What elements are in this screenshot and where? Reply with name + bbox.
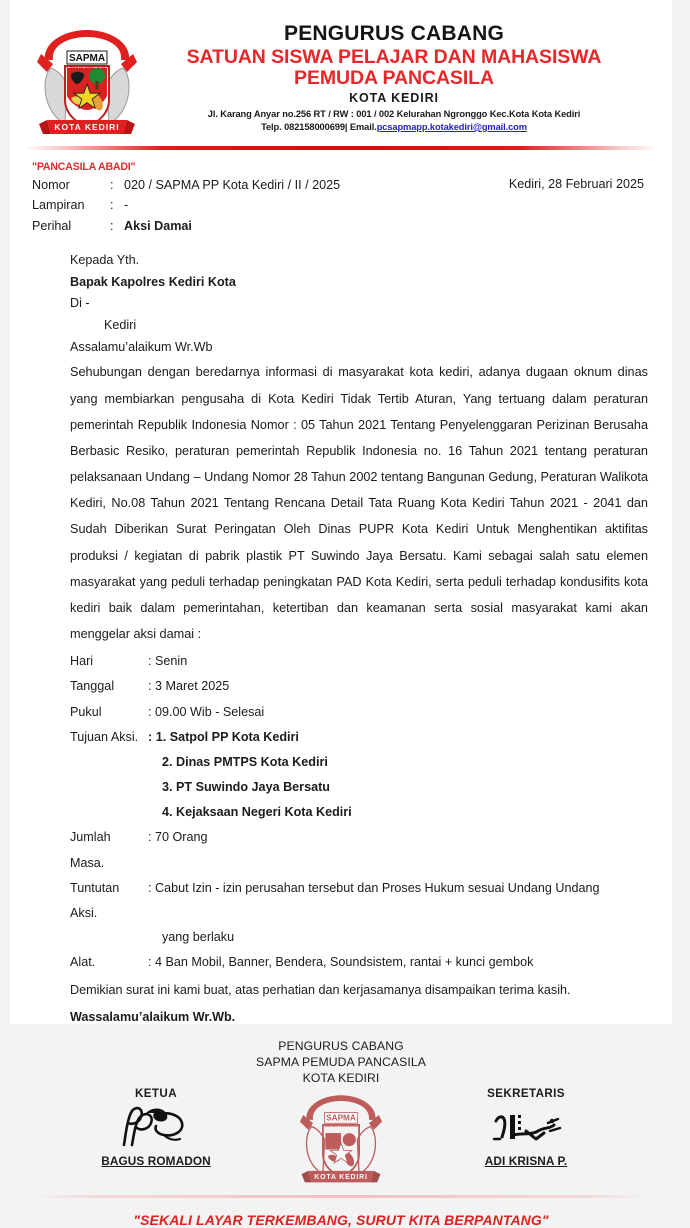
meta-row-perihal [32,216,650,236]
signature-ketua [66,1087,246,1170]
pukul-label: Pukul [70,704,102,719]
place-and-date: Kediri, 28 Februari 2025 [508,177,644,191]
addressee-recipient: Bapak Kapolres Kediri Kota [70,274,236,289]
perihal-colon: : [110,218,114,233]
meta-row-lampiran [32,195,650,215]
detail-row-tuntutan [70,876,650,926]
signature-stamp-column [246,1087,436,1187]
closing-line-1: Demikian surat ini kami buat, atas perhatian dan kerjasamanya disampaikan terima kasih. [70,983,571,998]
handwritten-signature-icon [110,1101,202,1151]
lampiran-label: Lampiran [32,198,85,213]
tujuan-item-1: : 1. Satpol PP Kota Kediri [148,729,299,744]
perihal-label: Perihal [32,218,72,233]
sapma-stamp-icon [295,1089,387,1187]
salutation: Assalamu’alaikum Wr.Wb [70,339,213,354]
pukul-value: : 09.00 Wib - Selesai [148,704,265,719]
nomor-colon: : [110,178,114,192]
letter-body [10,161,672,1187]
signature-columns [32,1087,650,1187]
detail-row-jumlah-masa [70,825,650,875]
perihal-value: Aksi Damai [124,218,192,233]
tujuan-item-4: 4. Kejaksaan Negeri Kota Kediri [162,805,352,820]
tuntutan-continuation: yang berlaku [162,930,235,945]
hari-label: Hari [70,654,94,669]
org-title-line2: SATUAN SISWA PELAJAR DAN MAHASISWA [186,45,602,68]
letter-meta [32,175,650,236]
svg-text:KOTA KEDIRI: KOTA KEDIRI [54,122,120,132]
tuntutan-value: : Cabut Izin - izin perusahan tersebut dan Proses Hukum sesuai Undang Undang [148,880,600,895]
alat-label: Alat. [70,955,96,970]
tanggal-value: : 3 Maret 2025 [148,679,230,694]
lampiran-colon: : [110,198,114,213]
alat-value: : 4 Ban Mobil, Banner, Bendera, Soundsistem, rantai + kunci gembok [148,955,534,970]
svg-text:SAPMA: SAPMA [326,1114,356,1124]
jumlah-masa-label: Jumlah Masa. [70,830,111,870]
sekretaris-role-label: SEKRETARIS [487,1087,565,1101]
org-email-link[interactable]: pcsapmapp.kotakediri@gmail.com [376,121,527,132]
addressee-line-3: Di - [70,296,90,311]
svg-text:KOTA KEDIRI: KOTA KEDIRI [314,1174,368,1182]
document-page [10,0,672,1228]
sekretaris-name: ADI KRISNA P. [484,1154,568,1169]
svg-text:PEMUDA PANCASILA: PEMUDA PANCASILA [64,64,110,70]
jumlah-masa-value: : 70 Orang [148,830,208,845]
header-divider [24,146,658,150]
footer-slogan: "SEKALI LAYAR TERKEMBANG, SURUT KITA BERPANTANG" [133,1212,549,1228]
letterhead [10,0,672,140]
detail-row-hari [70,649,650,674]
body-paragraph: Sehubungan dengan beredarnya informasi di masyarakat kota kediri, adanya dugaan oknum dinas yang membiarkan pengusaha di Kota Kediri Tidak Tertib Aturan, Yang tertuang dalam peraturan pemerintah Republik Indonesia Nomor : 05 Tahun 2021 Tentang Penyelenggaran Perizinan Berusaha Berbasic Resiko, peraturan pemerintah Republik Indonesia no. 16 Tahun 2021 tentang peraturan pelaksanaan Undang – Undang Nomor 28 Tahun 2002 tentang Bangunan Gedung, Peraturan Walikota Kediri, No.08 Tahun 2021 Tentang Rencana Detail Tata Ruang Kota Kediri Tahun 2021 - 2041 dan Sudah Diberikan Surat Peringatan Oleh Dinas PUPR Kota Kediri Untuk Menghentikan aktifitas produksi / kegiatan di pabrik plastik PT Suwindo Jaya Bersatu. Kami sebagai salah satu elemen masyarakat yang peduli terhadap peningkatan PAD Kota Kediri, serta peduli terhadap kondusifits kota kediri baik dalam pemerintahan, ketertiban dan keamanan serta sosial masyarakat kami akan menggelar aksi damai : [70,365,648,642]
organization-crest [28,22,146,140]
lampiran-value: - [124,198,129,213]
tuntutan-label: Tuntutan Aksi. [70,880,120,921]
org-title-line3: PEMUDA PANCASILA [294,66,494,89]
org-title-line1: PENGURUS CABANG [283,22,504,45]
nomor-label: Nomor [32,178,70,192]
action-details [32,649,650,975]
org-city: KOTA KEDIRI [349,91,439,106]
detail-row-pukul [70,700,650,725]
tanggal-label: Tanggal [70,679,115,694]
detail-row-tanggal [70,674,650,699]
org-phone-label: Telp. 082158000699| Email. [261,121,377,132]
signature-heading-line-2: SAPMA PEMUDA PANCASILA [256,1055,426,1070]
addressee-block [32,250,650,358]
organization-stamp [246,1089,436,1187]
footer-divider [30,1195,652,1198]
ketua-signature-mark [66,1100,246,1152]
svg-text:SAPMA: SAPMA [68,53,106,64]
hari-value: : Senin [148,654,188,669]
tujuan-item-2: 2. Dinas PMTPS Kota Kediri [162,754,328,769]
signature-sekretaris [436,1087,616,1170]
org-contact [146,121,642,134]
motto-text: "PANCASILA ABADI" [32,161,136,173]
closing-line-2: Wassalamu’alaikum Wr.Wb. [70,1009,236,1024]
signature-heading-line-3: KOTA KEDIRI [302,1071,380,1086]
detail-row-tujuan [70,725,650,750]
tujuan-label: Tujuan Aksi. [70,729,139,744]
letterhead-text [146,22,654,133]
org-address: Jl. Karang Anyar no.256 RT / RW : 001 / 002 Kelurahan Ngronggo Kec.Kota Kota Kediri [207,109,581,120]
addressee-line-1: Kepada Yth. [70,253,140,268]
signature-block [32,1038,650,1187]
detail-row-alat [70,950,650,975]
sapma-crest-icon [31,24,143,140]
tujuan-item-3: 3. PT Suwindo Jaya Bersatu [162,780,330,795]
handwritten-signature-icon [480,1101,572,1151]
svg-text:PEMUDA PANCASILA: PEMUDA PANCASILA [322,1124,360,1129]
ketua-name: BAGUS ROMADON [101,1154,211,1169]
nomor-value: 020 / SAPMA PP Kota Kediri / II / 2025 [124,178,341,192]
ketua-role-label: KETUA [135,1087,177,1101]
addressee-city: Kediri [104,318,137,333]
sekretaris-signature-mark [436,1100,616,1152]
signature-heading-line-1: PENGURUS CABANG [278,1039,404,1054]
